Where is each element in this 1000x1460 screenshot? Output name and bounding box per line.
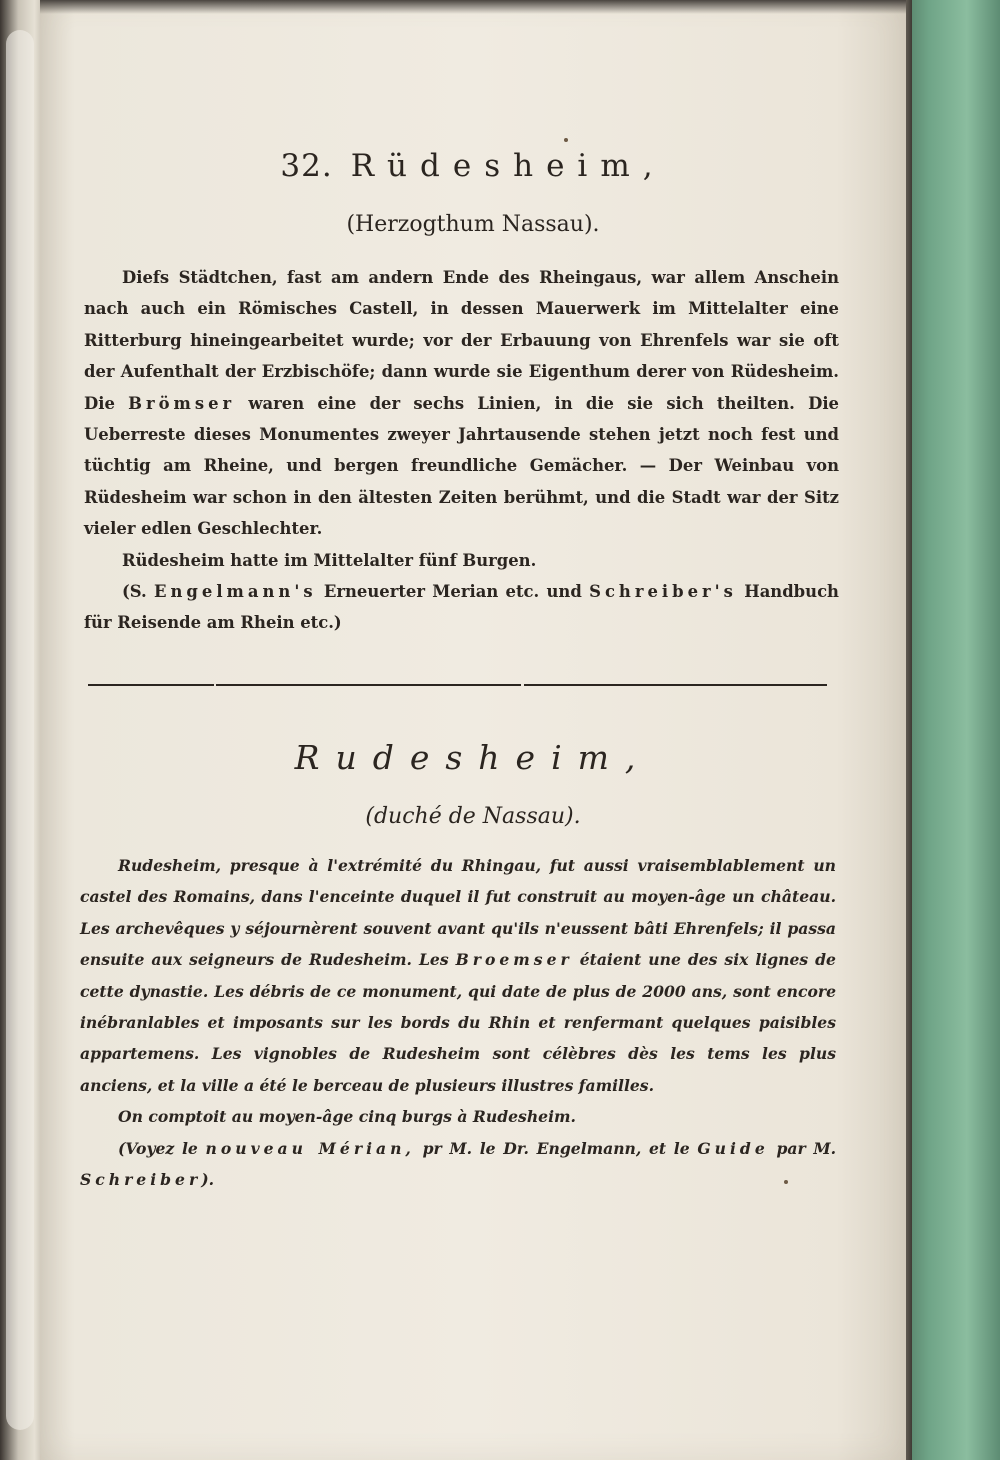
french-subtitle: (duché de Nassau). bbox=[365, 804, 581, 829]
paper-speck bbox=[784, 1180, 788, 1184]
french-paragraph-2: On comptoit au moyen-âge cinq burgs à Rudesheim. bbox=[118, 1107, 576, 1127]
german-subtitle: (Herzogthum Nassau). bbox=[346, 212, 600, 237]
page-content bbox=[40, 0, 906, 1460]
german-title-word: Rüdesheim, bbox=[350, 148, 666, 184]
spaced-name: Brömser bbox=[128, 393, 236, 413]
german-text bbox=[84, 262, 839, 639]
german-paragraph-1: Diefs Städtchen, fast am andern Ende des Rheingaus, war allem Anschein nach auch ein Römisches Castell, in dessen Mauerwerk im Mittelalter eine Ritterburg hineingearbeitet wurde; vor der Erbauung von Ehrenfels war sie oft der Aufenthalt der Erzbischöfe; dann wurde sie Eigenthum derer von Rüdesheim. Die Brömser waren eine der sechs Linien, in die sie sich theilten. Die Ueberreste dieses Monumentes zweyer Jahrtausende stehen jetzt noch fest und tüchtig am Rheine, und bergen freundliche Gemächer. — Der Weinbau von Rüdesheim war schon in den ältesten Zeiten berühmt, und die Stadt war der Sitz vieler edlen Geschlechter. bbox=[84, 268, 839, 539]
spaced-name: Schreiber's bbox=[589, 582, 737, 602]
spaced-name: nouveau Mérian, bbox=[205, 1138, 415, 1158]
french-paragraph-1: Rudesheim, presque à l'extrémité du Rhingau, fut aussi vraisemblablement un castel des Romains, dans l'enceinte duquel il fut construit au moyen-âge un château. Les archevêques y séjournèrent souvent avant qu'ils n'eussent bâti Ehrenfels; il passa ensuite aux seigneurs de Rudesheim. Les Broemser étaient une des six lignes de cette dynastie. Les débris de ce monument, qui date de plus de 2000 ans, sont encore inébranlables et imposants sur les bords du Rhin et renfermant quelques paisibles appartemens. Les vignobles de Rudesheim sont célèbres dès les tems les plus anciens, et la ville a été le berceau de plusieurs illustres familles. bbox=[80, 856, 836, 1095]
german-title bbox=[40, 148, 906, 184]
section-divider bbox=[88, 684, 214, 686]
french-text bbox=[80, 850, 836, 1195]
spaced-name: Engelmann's bbox=[154, 582, 317, 602]
german-paragraph-2: Rüdesheim hatte im Mittelalter fünf Burgen. bbox=[122, 550, 537, 570]
section-divider bbox=[524, 684, 827, 686]
french-paragraph-3: (Voyez le nouveau Mérian, pr M. le Dr. Engelmann, et le Guide par M. Schreiber). bbox=[80, 1138, 837, 1190]
german-paragraph-3: (S. Engelmann's Erneuerter Merian etc. und Schreiber's Handbuch für Reisende am Rhein etc.) bbox=[84, 582, 839, 633]
book-page bbox=[40, 0, 906, 1460]
section-divider bbox=[216, 684, 521, 686]
french-title: Rudesheim, bbox=[294, 738, 652, 777]
paper-speck bbox=[564, 138, 568, 142]
spaced-name: Schreiber bbox=[80, 1170, 202, 1190]
article-number: 32. bbox=[280, 148, 333, 184]
spaced-name: Guide bbox=[697, 1138, 769, 1158]
spaced-name: Broemser bbox=[455, 950, 573, 970]
